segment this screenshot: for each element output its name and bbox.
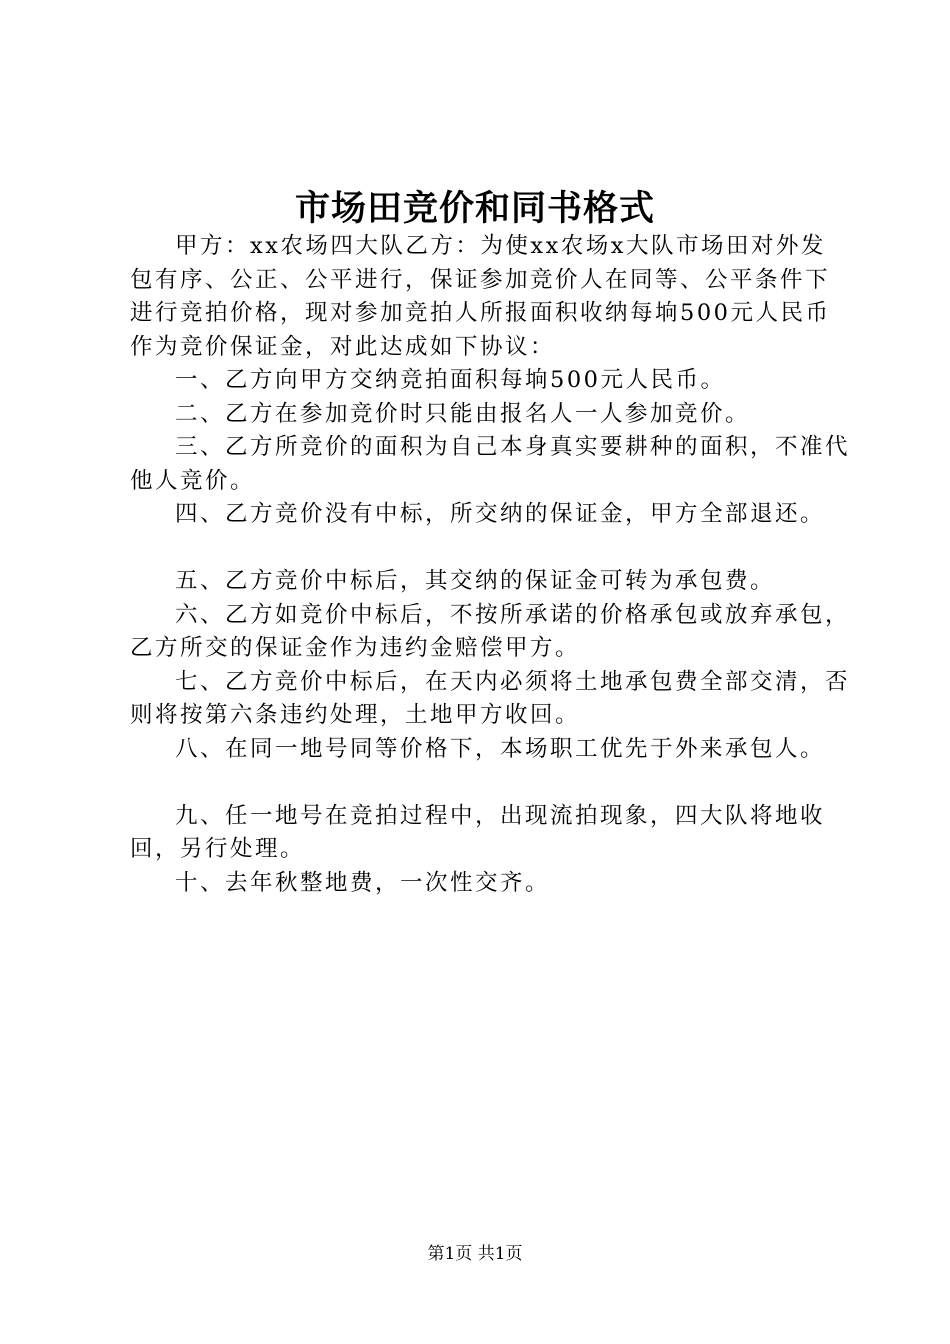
document-body (130, 230, 850, 900)
page-footer: 第1页 共1页 (427, 1244, 523, 1264)
paragraph-intro: 甲方：xx农场四大队乙方：为使xx农场x大队市场田对外发包有序、公正、公平进行，保证参加竞价人在同等、公平条件下进行竞拍价格，现对参加竞拍人所报面积收纳每垧500元人民币作为竞价保证金，对此达成如下协议： (130, 233, 831, 360)
paragraph-clause-1: 一、乙方向甲方交纳竞拍面积每垧500元人民币。 (175, 367, 726, 393)
blank-line (130, 532, 850, 566)
page-title: 市场田竞价和同书格式 (294, 188, 655, 229)
blank-line (130, 766, 850, 800)
paragraph-clause-5: 五、乙方竞价中标后，其交纳的保证金可转为承包费。 (175, 568, 776, 594)
paragraph-clause-9: 九、任一地号在竞拍过程中，出现流拍现象，四大队将地收回，另行处理。 (130, 802, 826, 862)
paragraph-clause-2: 二、乙方在参加竞价时只能由报名人一人参加竞价。 (175, 400, 751, 427)
paragraph-clause-10: 十、去年秋整地费，一次性交齐。 (175, 869, 551, 896)
paragraph-clause-3: 三、乙方所竞价的面积为自己本身真实要耕种的面积，不准代他人竞价。 (130, 434, 851, 494)
paragraph-clause-7: 七、乙方竞价中标后，在天内必须将土地承包费全部交清，否则将按第六条违约处理，土地甲方收回。 (130, 668, 851, 728)
paragraph-clause-6: 六、乙方如竞价中标后，不按所承诺的价格承包或放弃承包，乙方所交的保证金作为违约金赔偿甲方。 (130, 601, 851, 661)
paragraph-clause-8: 八、在同一地号同等价格下，本场职工优先于外来承包人。 (175, 735, 826, 762)
paragraph-clause-4: 四、乙方竞价没有中标，所交纳的保证金，甲方全部退还。 (175, 501, 826, 527)
